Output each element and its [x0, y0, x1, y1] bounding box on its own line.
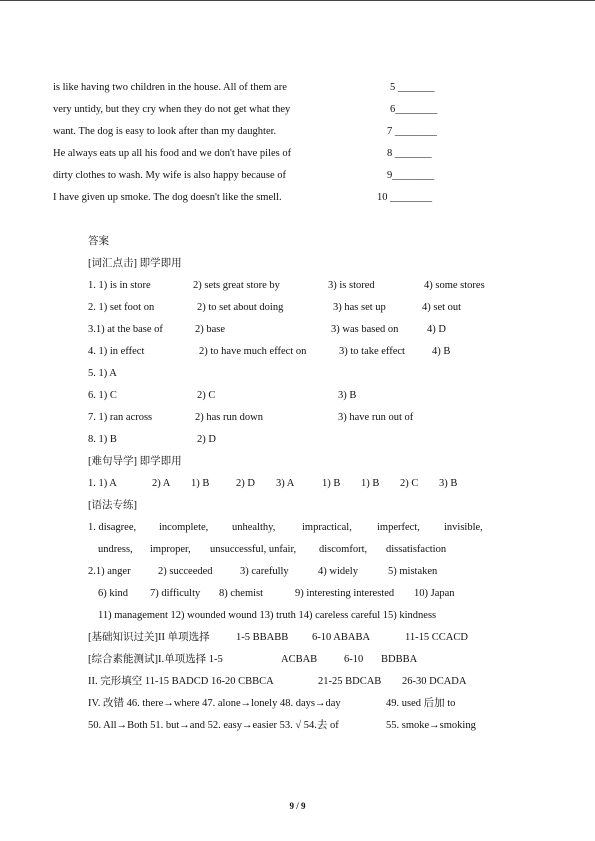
answer-text: invisible,	[444, 522, 483, 533]
answer-text: 1. disagree,	[88, 522, 137, 533]
passage-line: want. The dog is easy to look after than my daughter.	[53, 126, 277, 137]
answer-text: ACBAB	[281, 654, 318, 665]
answer-text: 1) B	[322, 478, 341, 489]
answer-text: II. 完形填空 11-15 BADCD 16-20 CBBCA	[88, 676, 274, 687]
answer-text: 4) set out	[422, 302, 462, 313]
passage-blank: 6________	[390, 104, 438, 115]
passage-line: I have given up smoke. The dog doesn't like the smell.	[53, 192, 282, 203]
answer-text: 2) C	[197, 390, 216, 401]
answer-text: 6-10	[344, 654, 364, 665]
answer-text: 11-15 CCACD	[405, 632, 468, 643]
answer-text: 7. 1) ran across	[88, 412, 153, 423]
answer-text: 2) C	[400, 478, 419, 489]
answer-text: 3) has set up	[333, 302, 386, 313]
answer-text: 2) A	[152, 478, 171, 489]
answer-text: 2) sets great store by	[193, 280, 280, 291]
passage-blank: 5 _______	[390, 82, 435, 93]
answer-text: 49. used 后加 to	[386, 698, 456, 709]
answer-text: 5. 1) A	[88, 368, 117, 379]
answers-title: 答案	[88, 236, 109, 247]
answer-text: IV. 改错 46. there→where 47. alone→lonely 48. days→day	[88, 698, 341, 709]
answer-text: impractical,	[302, 522, 352, 533]
answer-text: 3) have run out of	[338, 412, 414, 423]
answer-text: improper,	[150, 544, 191, 555]
answer-text: 7) difficulty	[150, 588, 201, 599]
answer-text: 2) has run down	[195, 412, 263, 423]
answer-text: 1-5 BBABB	[236, 632, 289, 643]
answer-text: 6. 1) C	[88, 390, 117, 401]
answer-text: 11) management 12) wounded wound 13) truth 14) careless careful 15) kindness	[98, 610, 437, 621]
passage-blank: 8 _______	[387, 148, 432, 159]
answer-text: 3) B	[439, 478, 458, 489]
answer-text: 3.1) at the base of	[88, 324, 163, 335]
answer-text: discomfort,	[319, 544, 368, 555]
answer-text: 4) B	[432, 346, 451, 357]
answer-text: 9) interesting interested	[295, 588, 395, 599]
answer-text: 6-10 ABABA	[312, 632, 371, 643]
answer-text: dissatisfaction	[386, 544, 447, 555]
top-rule	[0, 0, 595, 1]
answer-text: [基础知识过关]II 单项选择	[88, 632, 210, 643]
answer-text: 3) A	[276, 478, 295, 489]
page-number: 9 / 9	[289, 801, 306, 811]
answer-text: unhealthy,	[232, 522, 276, 533]
answer-text: 8) chemist	[219, 588, 264, 599]
answer-text: 55. smoke→smoking	[386, 720, 476, 731]
answer-text: 3) to take effect	[339, 346, 405, 357]
answer-text: 4) widely	[318, 566, 358, 577]
answer-text: 50. All→Both 51. but→and 52. easy→easier 53. √ 54.去 of	[88, 720, 339, 731]
answer-text: 2) to set about doing	[197, 302, 284, 313]
answer-text: 2) D	[236, 478, 255, 489]
answer-text: 4) D	[427, 324, 446, 335]
passage-line: is like having two children in the house. All of them are	[53, 82, 287, 93]
answer-text: 2) D	[197, 434, 216, 445]
passage-line: dirty clothes to wash. My wife is also happy because of	[53, 170, 286, 181]
answer-text: 2) succeeded	[158, 566, 213, 577]
answer-text: 2.1) anger	[88, 566, 131, 577]
answer-text: 10) Japan	[414, 588, 455, 599]
answer-text: undress,	[98, 544, 133, 555]
answer-text: 2) to have much effect on	[199, 346, 307, 357]
answer-text: 1) B	[191, 478, 210, 489]
answer-text: 4. 1) in effect	[88, 346, 145, 357]
answer-text: incomplete,	[159, 522, 209, 533]
answer-text: 3) B	[338, 390, 357, 401]
passage-line: very untidy, but they cry when they do not get what they	[53, 104, 291, 115]
answer-text: [难句导学] 即学即用	[88, 456, 182, 467]
answer-text: 1. 1) is in store	[88, 280, 151, 291]
answer-text: 26-30 DCADA	[402, 676, 467, 687]
answer-text: 2. 1) set foot on	[88, 302, 155, 313]
answer-text: 5) mistaken	[388, 566, 438, 577]
answer-text: 3) carefully	[240, 566, 289, 577]
answer-text: 4) some stores	[424, 280, 485, 291]
answer-text: imperfect,	[377, 522, 420, 533]
answer-text: 8. 1) B	[88, 434, 117, 445]
answer-text: 6) kind	[98, 588, 129, 599]
answer-text: [综合素能测试]I.单项选择 1-5	[88, 654, 223, 665]
answer-text: [语法专练]	[88, 500, 137, 511]
answer-text: BDBBA	[381, 654, 418, 665]
passage-blank: 7 ________	[387, 126, 437, 137]
answer-text: 1) B	[361, 478, 380, 489]
answer-text: 3) is stored	[328, 280, 375, 291]
answer-text: 21-25 BDCAB	[318, 676, 382, 687]
answer-text: unsuccessful, unfair,	[210, 544, 297, 555]
passage-blank: 10 ________	[377, 192, 433, 203]
passage-line: He always eats up all his food and we don't have piles of	[53, 148, 292, 159]
passage-blank: 9________	[387, 170, 435, 181]
answer-text: 1. 1) A	[88, 478, 117, 489]
answer-text: [词汇点击] 即学即用	[88, 258, 182, 269]
answer-text: 3) was based on	[331, 324, 399, 335]
answer-text: 2) base	[195, 324, 226, 335]
